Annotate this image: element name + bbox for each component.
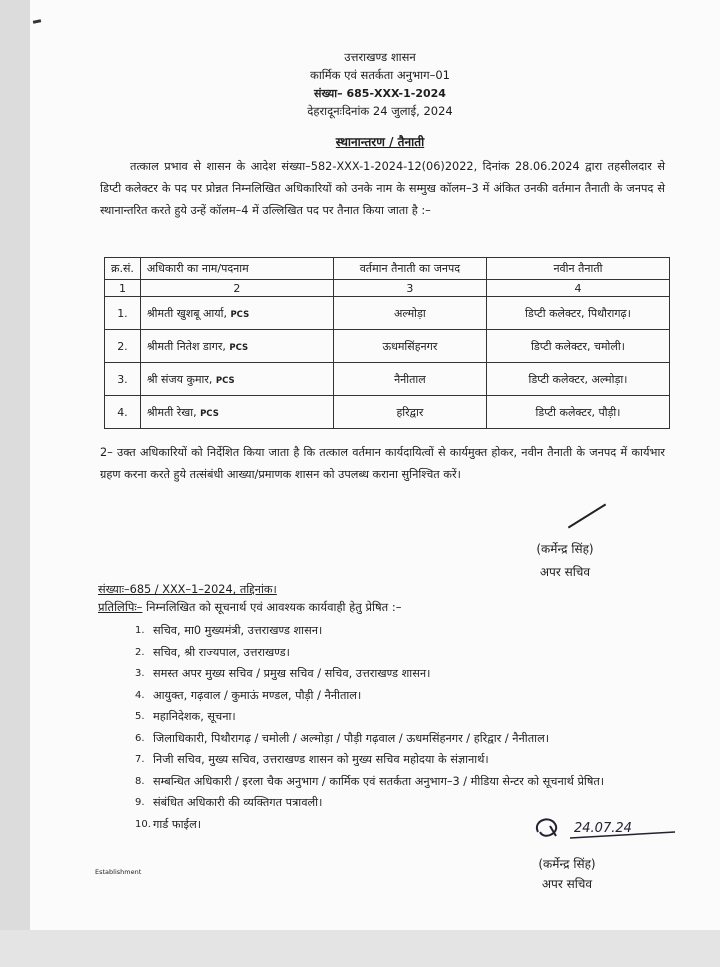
row-officer — [140, 363, 333, 396]
item-number: 9. — [135, 797, 145, 808]
row-new-posting: डिप्टी कलेक्टर, पौड़ी। — [486, 396, 669, 429]
item-number: 8. — [135, 775, 145, 787]
row-new-posting: डिप्टी कलेक्टर, चमोली। — [486, 330, 669, 363]
establishment-note: Establishment — [95, 868, 142, 876]
subject-heading — [200, 133, 560, 150]
table-row — [105, 330, 670, 363]
copy-label: प्रतिलिपिः– — [98, 600, 143, 614]
item-text: आयुक्त, गढ़वाल / कुमाऊं मण्डल, पौड़ी / नैनीताल। — [153, 688, 362, 702]
initial-date: 24.07.24 — [574, 821, 632, 836]
item-number: 5. — [135, 711, 145, 722]
handwritten-initial — [530, 810, 680, 850]
item-number: 4. — [135, 689, 145, 701]
signatory-title-2: अपर सचिव — [541, 877, 593, 891]
header-department: कार्मिक एवं सतर्कता अनुभाग–01 — [309, 68, 450, 82]
row-new-posting: डिप्टी कलेक्टर, पिथौरागढ़। — [486, 297, 669, 330]
reference-line: संख्याः–685 / XXX–1–2024, तद्दिनांक। — [98, 583, 277, 596]
signatory-name-2: (कर्मेन्द्र सिंह) — [538, 857, 596, 871]
officer-name: श्रीमती खुशबू आर्या, — [146, 306, 227, 320]
copy-heading — [98, 600, 402, 615]
row-officer — [140, 396, 333, 429]
signatory-name: (कर्मेन्द्र सिंह) — [536, 542, 594, 556]
officer-name: श्री संजय कुमार, — [146, 372, 213, 386]
item-number: 1. — [135, 625, 145, 636]
header-cell-current: वर्तमान तैनाती का जनपद — [333, 258, 486, 280]
item-text: जिलाधिकारी, पिथौरागढ़ / चमोली / अल्मोड़ा / पौड़ी गढ़वाल / ऊधमसिंहनगर / हरिद्वार / नैनीताल। — [153, 731, 550, 745]
list-item — [135, 771, 675, 793]
list-item — [135, 685, 675, 707]
header-number: संख्या– 685-XXX-1-2024 — [314, 87, 446, 100]
colnum-cell: 1 — [105, 280, 141, 297]
colnum-cell: 4 — [486, 280, 669, 297]
list-item — [135, 663, 675, 685]
row-officer — [140, 330, 333, 363]
row-current-district: ऊधमसिंहनगर — [333, 330, 486, 363]
header-cell-new: नवीन तैनाती — [486, 258, 669, 280]
list-item — [135, 620, 675, 642]
copy-text: निम्नलिखित को सूचनार्थ एवं आवश्यक कार्यवाही हेतु प्रेषित :– — [142, 600, 402, 614]
item-text: संबंधित अधिकारी की व्यक्तिगत पत्रावली। — [153, 796, 323, 809]
table-row — [105, 396, 670, 429]
officer-designation: PCS — [215, 375, 235, 386]
list-item — [135, 749, 675, 771]
instruction-paragraph: 2– उक्त अधिकारियों को निर्देशित किया जाता है कि तत्काल वर्तमान कार्यदायित्वों से कार्यमुक्त होकर, नवीन तैनाती के जनपद में कार्यभार ग्रहण करना करते हुये तत्संबंधी आख्या/प्रमाणक शासन को उपलब्ध कराना सुनिश्चित करें। — [100, 446, 665, 481]
row-new-posting: डिप्टी कलेक्टर, अल्मोड़ा। — [486, 363, 669, 396]
item-text: महानिदेशक, सूचना। — [153, 710, 236, 723]
item-number: 3. — [135, 668, 145, 679]
row-current-district: अल्मोड़ा — [333, 297, 486, 330]
background-strip — [0, 930, 720, 967]
officer-name: श्रीमती नितेश डागर, — [146, 339, 226, 353]
item-number: 7. — [135, 754, 145, 765]
table-colnum-row — [105, 280, 670, 297]
row-current-district: नैनीताल — [333, 363, 486, 396]
item-text: समस्त अपर मुख्य सचिव / प्रमुख सचिव / सचिव, उत्तराखण्ड शासन। — [153, 667, 431, 680]
row-officer — [140, 297, 333, 330]
row-current-district: हरिद्वार — [333, 396, 486, 429]
officer-designation: PCS — [230, 309, 250, 320]
item-text: निजी सचिव, मुख्य सचिव, उत्तराखण्ड शासन को मुख्य सचिव महोदया के संज्ञानार्थ। — [153, 753, 489, 766]
item-number: 2. — [135, 646, 145, 658]
item-text: सचिव, श्री राज्यपाल, उत्तराखण्ड। — [153, 645, 290, 659]
list-item — [135, 706, 675, 728]
header-cell-sn: क्र.सं. — [105, 258, 141, 280]
header-date: देहरादूनःदिनांक 24 जुलाई, 2024 — [307, 104, 453, 118]
row-sn: 3. — [105, 363, 141, 396]
table-header-row — [105, 258, 670, 280]
colnum-cell: 3 — [333, 280, 486, 297]
list-item — [135, 642, 675, 664]
officer-designation: PCS — [229, 342, 249, 353]
officer-designation: PCS — [200, 408, 219, 419]
signatory-title: अपर सचिव — [539, 565, 591, 579]
subject-text: स्थानान्तरण / तैनाती — [335, 135, 425, 149]
transfer-table — [104, 257, 670, 429]
item-number: 6. — [135, 732, 145, 744]
item-text: सम्बन्धित अधिकारी / इरला चैक अनुभाग / कार्मिक एवं सतर्कता अनुभाग–3 / मीडिया सेन्टर को सूचनार्थ प्रेषित। — [153, 774, 605, 788]
officer-name: श्रीमती रेखा, — [146, 405, 197, 419]
table-row — [105, 297, 670, 330]
header-cell-name: अधिकारी का नाम/पदनाम — [140, 258, 333, 280]
copy-list — [135, 620, 675, 835]
list-item — [135, 728, 675, 750]
order-paragraph: तत्काल प्रभाव से शासन के आदेश संख्या–582-XXX-1-2024-12(06)2022, दिनांक 28.06.2024 द्वारा तहसीलदार से डिप्टी कलेक्टर के पद पर प्रोन्नत निम्नलिखित अधिकारियों को उनके नाम के सम्मुख कॉलम–3 में अंकित उनकी वर्तमान तैनाती के जनपद से स्थानान्तरित करते हुये उन्हें कॉलम–4 में उल्लिखित पद पर तैनात किया जाता है :– — [100, 160, 665, 217]
row-sn: 1. — [105, 297, 141, 330]
colnum-cell: 2 — [140, 280, 333, 297]
row-sn: 2. — [105, 330, 141, 363]
table-row — [105, 363, 670, 396]
item-text: गार्ड फाईल। — [153, 817, 202, 831]
item-number: 10. — [135, 818, 151, 830]
item-text: सचिव, मा0 मुख्यमंत्री, उत्तराखण्ड शासन। — [153, 624, 323, 637]
header-government: उत्तराखण्ड शासन — [344, 50, 416, 64]
row-sn: 4. — [105, 396, 141, 429]
